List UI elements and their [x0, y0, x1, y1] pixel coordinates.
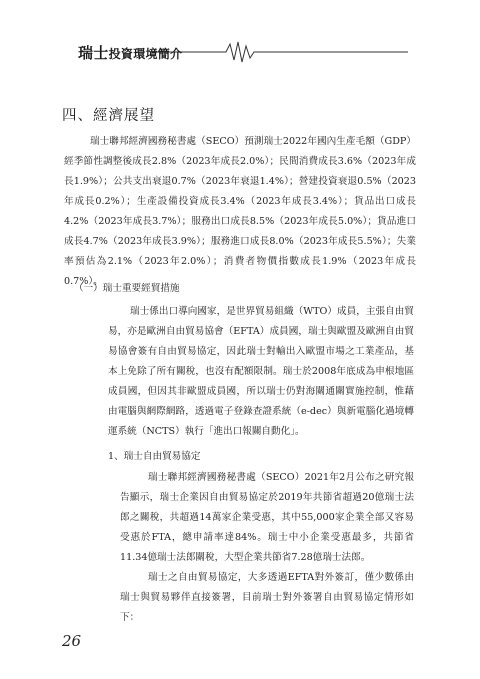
paragraph-fta-overview: 瑞士之自由貿易協定，大多透過EFTA對外簽訂，僅少數係由瑞士與貿易夥伴直接簽署，目前瑞士對外簽署自由貿易協定情形如下： [120, 572, 414, 623]
paragraph-trade-measures: 瑞士係出口導向國家，是世界貿易組織（WTO）成員，主張自由貿易，亦是歐洲自由貿易協會（EFTA）成員國，瑞士與歐盟及歐洲自由貿易協會簽有自由貿易協定，因此瑞士對輸出入歐盟市場之工業產品，基本上免除了所有關稅，也沒有配額限制。瑞士於2008年底成為申根地區成員國，但因其非歐盟成員國，所以瑞士仍對海關通關實施控制，惟藉由電腦與網際網路，透過電子登錄查證系統（e-dec）與新電腦化過境轉運系統（NCTS）執行「進出口報關自動化」。 [108, 306, 414, 437]
paragraph-fta-study: 瑞士聯邦經濟國務秘書處（SECO）2021年2月公布之研究報告顯示，瑞士企業因自由貿易協定於2019年共節省超過20億瑞士法郎之關稅，共超過14萬家企業受惠，其中55,000家企業全部又容易受惠於FTA，總申請率達84%。瑞士中小企業受惠最多，共節省11.34億瑞士法郎關稅，大型企業共節省7.28億瑞士法郎。 [120, 472, 414, 563]
section-title: 四、經濟展望 [62, 108, 155, 124]
header-title [78, 42, 182, 63]
paragraph-economic-forecast: 瑞士聯邦經濟國務秘書處（SECO）預測瑞士2022年國內生產毛額（GDP）經季節性調整後成長2.8%（2023年成長2.0%）；民間消費成長3.6%（2023年成長1.9%）；公共支出衰退0.7%（2023年衰退1.4%）；營建投資衰退0.5%（2023年成長0.2%）；生產設備投資成長3.4%（2023年成長3.4%）；貨品出口成長4.2%（2023年成長3.7%）；服務出口成長8.5%（2023年成長5.0%）；貨品進口成長4.7%（2023年成長3.9%）；服務進口成長8.0%（2023年成長5.5%）；失業率預估為2.1%（2023年2.0%）；消費者物價指數成長1.9%（2023年成長0.7%）。 [64, 136, 416, 287]
header-title-rest: 投資環境簡介 [108, 47, 183, 61]
page-header [78, 38, 408, 66]
page-number: 26 [62, 632, 82, 650]
header-title-big: 瑞士 [78, 44, 109, 62]
subsection-title-trade-measures: （一）瑞士重要經貿措施 [74, 283, 180, 294]
subsection-title-free-trade: 1、瑞士自由貿易協定 [108, 451, 201, 462]
